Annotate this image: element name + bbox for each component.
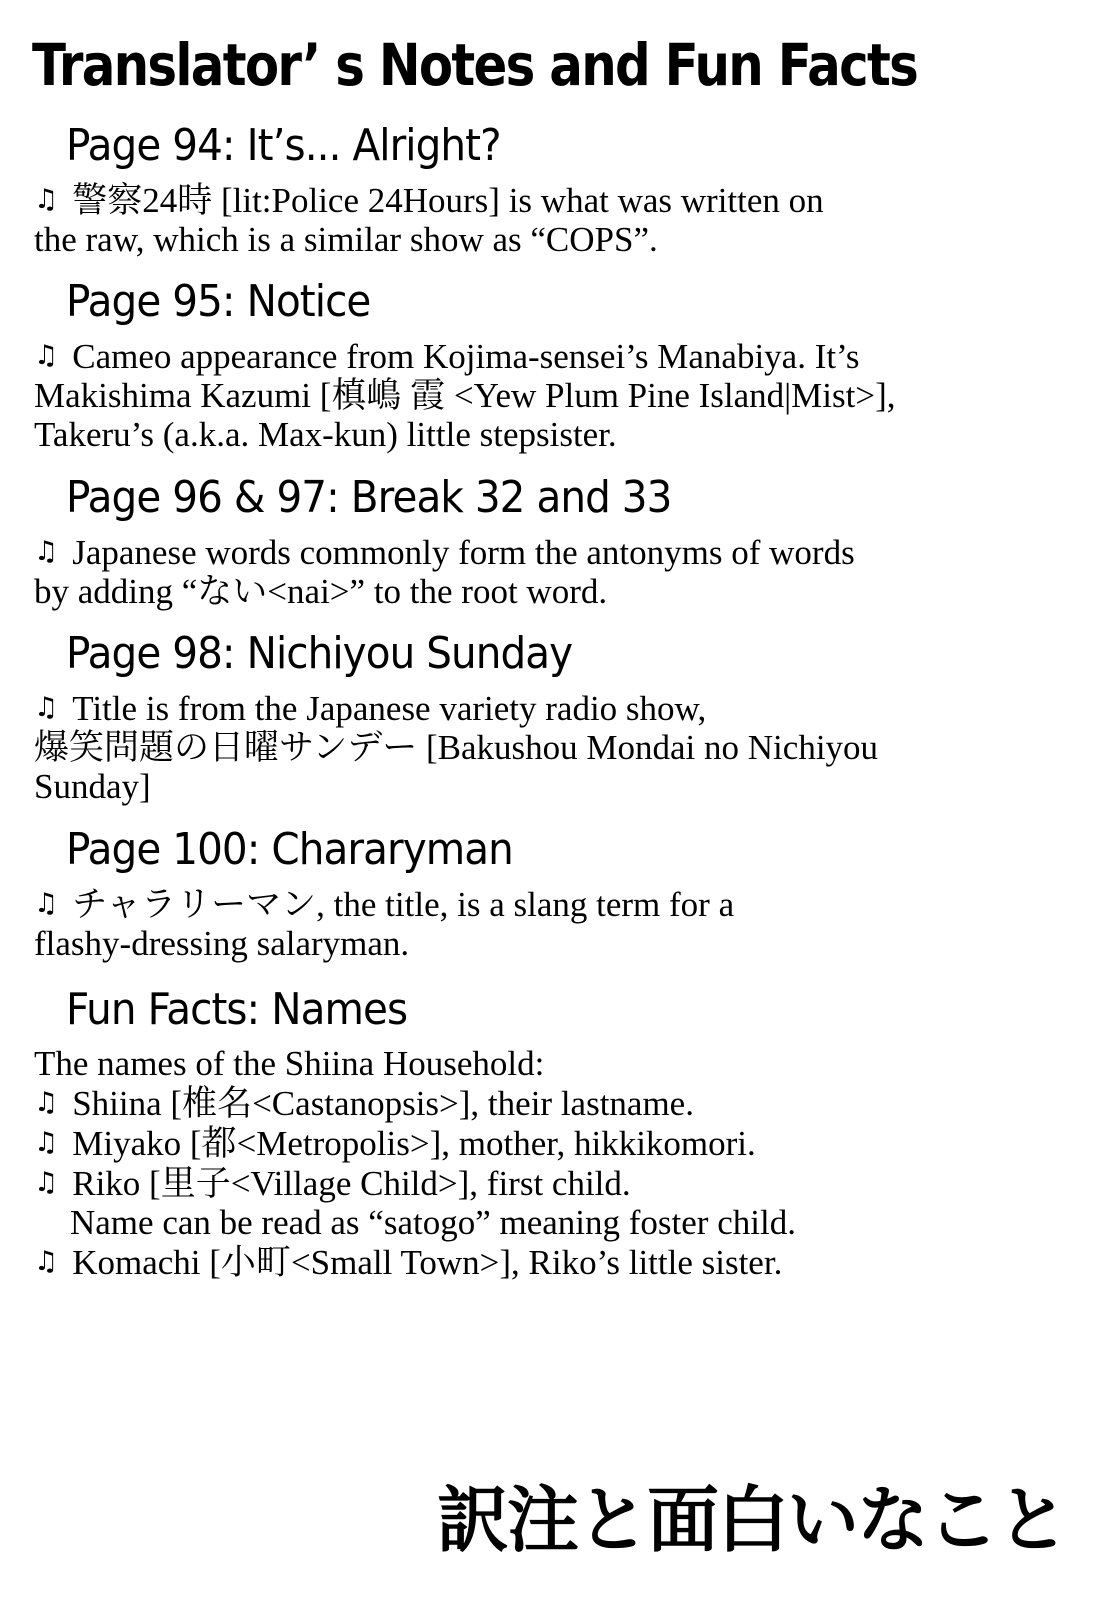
music-note-icon: ♫ <box>34 1167 59 1199</box>
note-line: the raw, which is a similar show as “COPS”. <box>34 220 658 260</box>
note-line: Takeru’s (a.k.a. Max-kun) little stepsister. <box>34 415 617 455</box>
section-page-98 <box>34 630 1084 806</box>
section-body <box>34 884 1084 963</box>
note-line: by adding “ない<nai>” to the root word. <box>34 572 608 612</box>
music-note-icon: ♫ <box>34 184 59 216</box>
section-heading: Page 100: Chararyman <box>66 824 513 875</box>
page-title: Translator’ s Notes and Fun Facts <box>32 31 918 99</box>
intro-line: The names of the Shiina Household: <box>34 1044 545 1084</box>
note-line: 爆笑問題の日曜サンデー [Bakushou Mondai no Nichiyou <box>34 728 879 768</box>
section-body <box>34 1044 1084 1282</box>
note-line: ♫ Title is from the Japanese variety radio show, <box>34 689 707 729</box>
music-note-icon: ♫ <box>34 1087 59 1119</box>
list-item-continuation: Name can be read as “satogo” meaning foster child. <box>70 1203 796 1243</box>
japanese-title: 訳注と面白いなこと <box>436 1478 1067 1562</box>
section-heading: Page 94: It’s... Alright? <box>66 120 501 171</box>
note-line: ♫ 警察24時 [lit:Police 24Hours] is what was written on <box>34 181 824 221</box>
section-fun-facts <box>34 986 1084 1282</box>
note-line: ♫ チャラリーマン, the title, is a slang term for a <box>34 885 735 925</box>
section-page-100 <box>34 826 1084 963</box>
section-body <box>34 688 1084 806</box>
section-heading: Fun Facts: Names <box>66 984 408 1035</box>
section-heading: Page 98: Nichiyou Sunday <box>66 628 573 679</box>
note-line: flashy-dressing salaryman. <box>34 924 410 964</box>
music-note-icon: ♫ <box>34 1246 59 1278</box>
section-body <box>34 532 1084 611</box>
section-heading: Page 96 & 97: Break 32 and 33 <box>66 472 672 523</box>
list-item: ♫ Shiina [椎名<Castanopsis>], their lastname. <box>34 1084 694 1124</box>
note-line: Makishima Kazumi [槙嶋 霞 <Yew Plum Pine Island|Mist>], <box>34 376 896 416</box>
note-line: ♫ Cameo appearance from Kojima-sensei’s Manabiya. It’s <box>34 337 860 377</box>
list-item: ♫ Riko [里子<Village Child>], first child. <box>34 1164 631 1204</box>
list-item: ♫ Komachi [小町<Small Town>], Riko’s little sister. <box>34 1243 783 1283</box>
list-item: ♫ Miyako [都<Metropolis>], mother, hikkikomori. <box>34 1124 756 1164</box>
music-note-icon: ♫ <box>34 888 59 920</box>
note-line: ♫ Japanese words commonly form the antonyms of words <box>34 533 855 573</box>
section-body <box>34 180 1084 259</box>
section-body <box>34 336 1084 454</box>
section-page-95 <box>34 278 1084 454</box>
music-note-icon: ♫ <box>34 692 59 724</box>
music-note-icon: ♫ <box>34 340 59 372</box>
section-page-96-97 <box>34 474 1084 611</box>
section-heading: Page 95: Notice <box>66 276 371 327</box>
music-note-icon: ♫ <box>34 536 59 568</box>
section-page-94 <box>34 122 1084 259</box>
note-line: Sunday] <box>34 767 151 807</box>
music-note-icon: ♫ <box>34 1127 59 1159</box>
